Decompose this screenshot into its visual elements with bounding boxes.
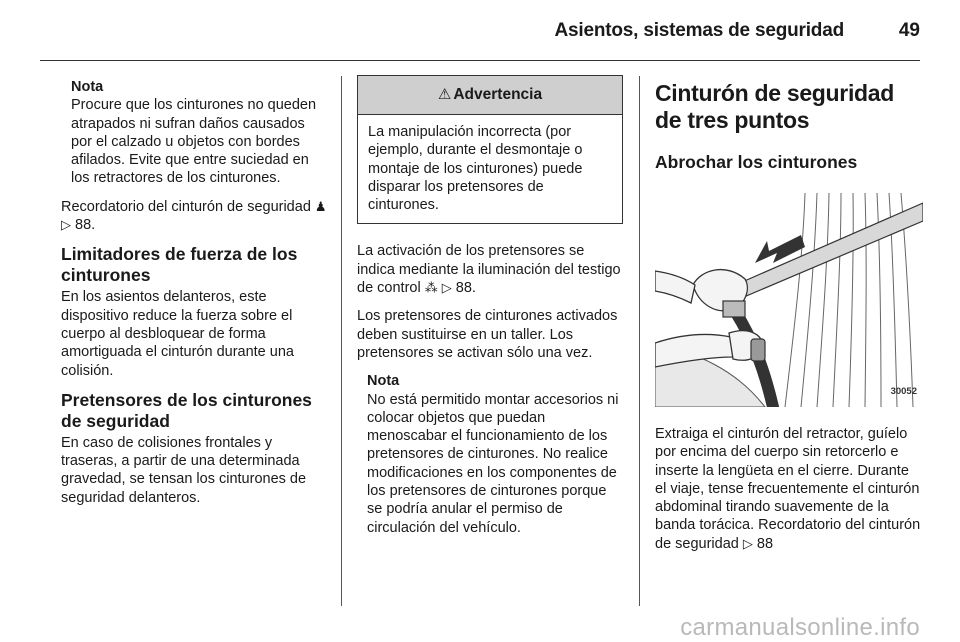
fasten-instructions-text: Extraiga el cinturón del retractor, guíelo por encima del cuerpo sin retorcerlo e inserte la lengüeta en el cierre. Durante el viaje, tense frecuentemente el cinturón abdominal tirando suavemente de la banda torácica. Recordatorio del cinturón de seguridad [655,426,921,552]
watermark: carmanualsonline.info [680,614,920,641]
warning-triangle-icon: ⚠ [437,85,452,103]
page-header [0,0,960,62]
activation-paragraph [357,242,625,297]
heading-belt-pretensioners: Pretensores de los cinturones de seguridad [61,389,312,431]
seatbelt-illustration-drawing [655,193,923,407]
note-title: Nota [71,79,104,95]
seatbelt-illustration [655,193,923,407]
column-divider [639,76,640,606]
heading-three-point-belt: Cinturón de seguridad de tres puntos [655,80,895,133]
page-reference-arrow-icon: ▷ [742,535,753,551]
page-reference-link[interactable]: 88. [455,280,476,297]
note-text: Procure que los cinturones no queden atrapados ni sufran daños causados por el calzado u objetos con bordes afilados. Evite que entre suciedad en los retractores de los cinturones. [71,97,317,187]
belt-latch-plate [723,301,745,317]
header-rule [40,60,920,61]
warning-text: La manipulación incorrecta (por ejemplo, durante el desmontaje o montaje de los cinturones) puede disparar los pretensores de cinturones. [368,124,583,214]
warning-header [358,76,622,115]
page-reference-arrow-icon: ▷ [61,217,71,233]
seatbelt-person-icon: ♟ [314,198,327,214]
note-block [71,78,329,188]
page-reference-arrow-icon: ▷ [441,280,452,296]
warning-title: Advertencia [453,85,543,103]
figure-id: 30052 [890,385,917,397]
heading-fasten-belts: Abrochar los cinturones [655,152,858,172]
note-block [367,372,625,537]
page-reference-link[interactable]: 88. [75,217,96,234]
belt-buckle [751,339,765,361]
pretensioners-text: En caso de colisiones frontales y traseras, a partir de una determinada gravedad, se tensan los cinturones de seguridad delanteros. [61,434,307,506]
note-title: Nota [367,373,400,390]
upper-forearm [655,271,695,303]
page-reference-link[interactable]: 88 [756,535,774,552]
column-divider [341,76,342,606]
replacement-text: Los pretensores de cinturones activados deben sustituirse en un taller. Los pretensores se activan sólo una vez. [357,308,618,361]
heading-belt-force-limiters: Limitadores de fuerza de los cinturones [61,244,298,286]
note-text: No está permitido montar accesorios ni colocar objetos que puedan menoscabar el funcionamiento de los pretensores de cinturones. No realice modificaciones en los componentes de los pretensores de cinturones porque se podría anular el permiso de circulación del vehículo. [367,391,619,536]
reminder-text: Recordatorio del cinturón de seguridad [61,198,311,215]
column-right [655,78,923,563]
column-middle [357,78,625,547]
force-limiters-text: En los asientos delanteros, este dispositivo reduce la fuerza sobre el cuerpo al desbloquear de forma amortiguada el cinturón durante una colisión. [61,289,294,379]
page-title: Asientos, sistemas de seguridad [554,20,844,41]
reminder-paragraph [61,198,329,235]
pretensioner-warning-light-icon: ⁂ [424,280,438,296]
page-number: 49 [898,20,920,41]
activation-text: La activación de los pretensores se indica mediante la iluminación del testigo de control [357,243,621,297]
warning-box [357,75,623,224]
fasten-instructions [655,425,923,553]
column-left [61,78,329,517]
